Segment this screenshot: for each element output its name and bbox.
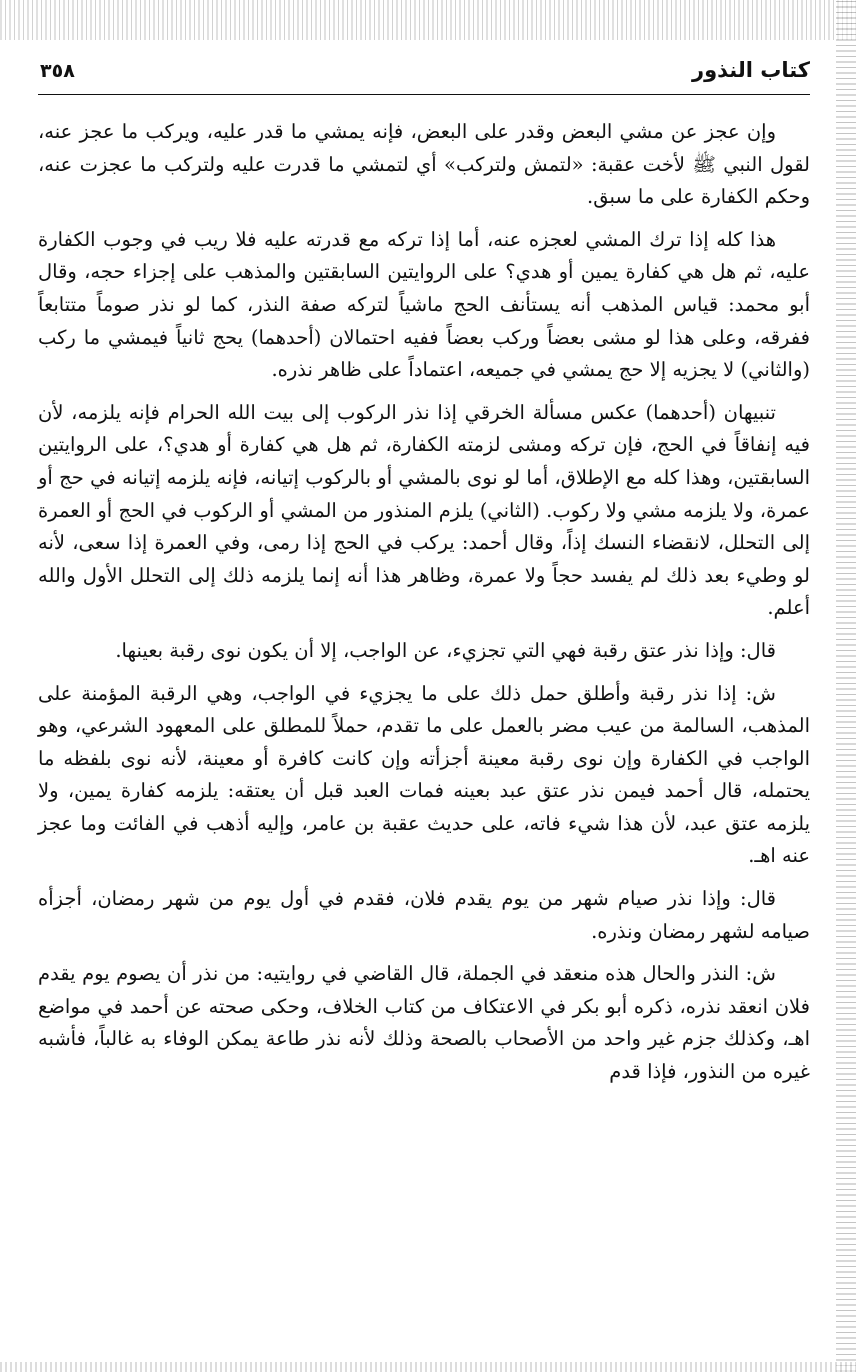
paragraph-sharh-fasting-month: ش: النذر والحال هذه منعقد في الجملة، قال القاضي في روايتيه: من نذر أن يصوم يوم يقدم فلان انعقد نذره، ذكره أبو بكر في الاعتكاف من كتاب الخلاف، وحكى صحته عن أحمد في مواضع اهـ، وكذلك جزم غير واحد من الأصحاب بالصحة وذلك لأنه نذر طاعة يمكن الوفاء به غالباً، فأشبه غيره من النذور، فإذا قدم bbox=[38, 962, 810, 1084]
book-title: كتاب النذور bbox=[691, 58, 810, 82]
paragraph-qala-fasting-month: قال: وإذا نذر صيام شهر من يوم يقدم فلان، فقدم في أول يوم من شهر رمضان، أجزأه صيامه لشهر رمضان ونذره. bbox=[38, 887, 810, 943]
paragraph-two-notes: تنبيهان (أحدهما) عكس مسألة الخرقي إذا نذر الركوب إلى بيت الله الحرام فإنه يلزمه، لأن فيه إنفاقاً في الحج، فإن تركه ومشى لزمته الكفارة، ثم هل هي كفارة أو هدي؟، على الروايتين السابقتين، وهذا كله مع الإطلاق، أما لو نوى بالمشي أو بالركوب إتيانه، فإنه يلزمه إتيانه في حج أو عمرة، ولا يلزمه مشي ولا ركوب. (الثاني) يلزم المنذور من المشي أو الركوب في الحج أو العمرة إلى التحلل، لانقضاء النسك إذاً، وقال أحمد: يركب في الحج إذا رمى، وفي العمرة إذا سعى، لأنه لو وطيء بعد ذلك لم يفسد حجاً ولا عمرة، وظاهر هذا أنه إنما يلزمه ذلك إلى التحلل الأول والله أعلم. bbox=[38, 400, 810, 620]
scan-border-bottom bbox=[0, 1362, 856, 1372]
paragraph-qala-freeing-slave: قال: وإذا نذر عتق رقبة فهي التي تجزيء، عن الواجب، إلا أن يكون نوى رقبة بعينها. bbox=[115, 638, 776, 662]
paragraph-abandon-walking: هذا كله إذا ترك المشي لعجزه عنه، أما إذا تركه مع قدرته عليه فلا ريب في وجوب الكفارة عليه، ثم هل هي كفارة يمين أو هدي؟ على الروايتين السابقتين والمذهب على إجزاء حجه، وقال أبو محمد: قياس المذهب أنه يستأنف الحج ماشياً لتركه صفة النذر، كما لو نذر صوماً متتابعاً ففرقه، وعلى هذا لو مشى بعضاً وركب بعضاً ففيه احتمالان (أحدهما) يحج ثانياً فيمشي ما ركب (والثاني) لا يجزيه إلا حج يمشي في جميعه، اعتماداً على ظاهر نذره. bbox=[38, 227, 810, 382]
paragraph-sharh-freeing-slave: ش: إذا نذر رقبة وأطلق حمل ذلك على ما يجزيء في الواجب، وهي الرقبة المؤمنة على المذهب، السالمة من عيب مضر بالعمل على ما تقدم، حملاً للمطلق على المعهود الشرعي، وهو الواجب في الكفارة وإن نوى رقبة معينة أجزأته وإن كانت كافرة أو معينة، لأنه نوى بلفظه ما يحتمله، قال أحمد فيمن نذر عتق عبد بعينه فمات العبد قبل أن يعتقه: يلزمه كفارة يمين، ولا يلزمه عتق عبد، لأن هذا شيء فاته، على حديث عقبة بن عامر، وإليه أذهب في الفائت وما عجز عنه اهـ. bbox=[38, 681, 810, 868]
page-number: ٣٥٨ bbox=[40, 60, 75, 82]
scan-border-right bbox=[836, 0, 856, 1372]
paragraph-walking-partial: وإن عجز عن مشي البعض وقدر على البعض، فإنه يمشي ما قدر عليه، ويركب ما عجز عنه، لقول النبي ﷺ لأخت عقبة: «لتمش ولتركب» أي لتمشي ما قدرت عليه ولتركب ما عجزت عنه، وحكم الكفارة على ما سبق. bbox=[38, 120, 810, 209]
scan-border-top bbox=[0, 0, 856, 40]
page-header bbox=[38, 56, 810, 95]
page-body bbox=[38, 116, 810, 1097]
